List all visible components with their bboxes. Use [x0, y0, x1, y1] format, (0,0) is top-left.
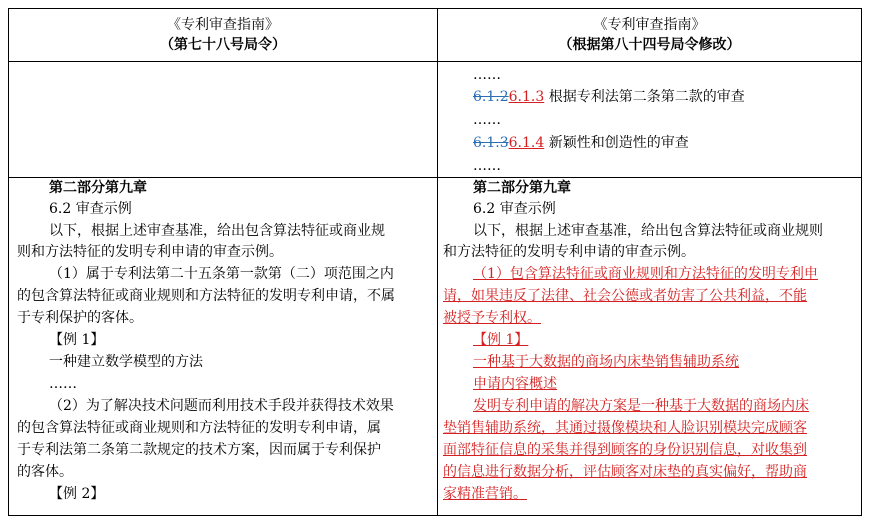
ellipsis-3: ……: [473, 158, 501, 174]
left-paragraph-line: 于专利法第二条第二款规定的技术方案，因而属于专利保护: [17, 442, 381, 458]
inserted-paragraph-line: 垫销售辅助系统，其通过摄像模块和人脸识别模块完成顾客: [443, 420, 807, 436]
left-example-2-label: 【例 2】: [49, 486, 105, 502]
inserted-number: 6.1.3: [508, 89, 545, 105]
deleted-number: 6.1.3: [473, 135, 509, 151]
left-header-subtitle: （第七十八号局令）: [160, 37, 286, 53]
toc-item-text: 根据专利法第二条第二款的审查: [544, 89, 745, 105]
toc-item-6-1-4: [473, 133, 689, 153]
inserted-paragraph-line: 面部特征信息的采集并得到顾客的身份识别信息，对收集到: [443, 442, 807, 458]
inserted-paragraph-line: 的信息进行数据分析，评估顾客对床垫的真实偏好，帮助商: [443, 464, 807, 480]
inserted-paragraph-line: （1）包含算法特征或商业规则和方法特征的发明专利申: [473, 266, 818, 282]
left-example-1-label: 【例 1】: [49, 332, 105, 348]
left-paragraph-line: 则和方法特征的发明专利申请的审查示例。: [17, 244, 283, 260]
left-paragraph-line: 的包含算法特征或商业规则和方法特征的发明专利申请，属: [17, 420, 381, 436]
left-example-1-title: 一种建立数学模型的方法: [49, 354, 203, 370]
inserted-paragraph-line: 被授予专利权。: [443, 310, 541, 326]
header-divider: [9, 61, 861, 62]
inserted-example-1-label: 【例 1】: [473, 332, 529, 348]
left-paragraph-line: （1）属于专利法第二十五条第一款第（二）项范围之内: [49, 266, 394, 282]
left-section-heading: 6.2 审查示例: [49, 201, 132, 217]
left-header-title: 《专利审查指南》: [167, 17, 279, 33]
inserted-number: 6.1.4: [508, 135, 545, 151]
left-paragraph-line: 的客体。: [17, 464, 73, 480]
toc-item-6-1-3: [473, 87, 745, 107]
right-paragraph-line: 和方法特征的发明专利申请的审查示例。: [443, 244, 695, 260]
left-column-header: [9, 15, 437, 55]
left-chapter-heading: 第二部分第九章: [49, 180, 147, 196]
left-paragraph-line: 以下，根据上述审查基准，给出包含算法特征或商业规: [49, 223, 385, 239]
right-column-header: [438, 15, 861, 55]
deleted-number: 6.1.2: [473, 89, 509, 105]
left-ellipsis: ……: [49, 376, 77, 392]
inserted-paragraph-line: 发明专利申请的解决方案是一种基于大数据的商场内床: [473, 398, 809, 414]
ellipsis-2: ……: [473, 112, 501, 128]
inserted-paragraph-line: 家精准营销。: [443, 486, 527, 502]
left-paragraph-line: （2）为了解决技术问题而利用技术手段并获得技术效果: [49, 398, 394, 414]
right-section-heading: 6.2 审查示例: [473, 201, 556, 217]
right-header-subtitle: （根据第八十四号局令修改）: [558, 37, 741, 53]
toc-item-text: 新颖性和创造性的审查: [544, 135, 689, 151]
comparison-table: [8, 8, 862, 516]
right-paragraph-line: 以下，根据上述审查基准，给出包含算法特征或商业规则: [473, 223, 823, 239]
inserted-paragraph-line: 请，如果违反了法律、社会公德或者妨害了公共利益，不能: [443, 288, 807, 304]
left-paragraph-line: 于专利保护的客体。: [17, 310, 143, 326]
inserted-summary-heading: 申请内容概述: [473, 376, 557, 392]
inserted-example-1-title: 一种基于大数据的商场内床垫销售辅助系统: [473, 354, 739, 370]
ellipsis-1: ……: [473, 67, 501, 83]
left-paragraph-line: 的包含算法特征或商业规则和方法特征的发明专利申请，不属: [17, 288, 395, 304]
right-chapter-heading: 第二部分第九章: [473, 180, 571, 196]
column-divider: [437, 9, 438, 515]
right-header-title: 《专利审查指南》: [593, 17, 706, 33]
